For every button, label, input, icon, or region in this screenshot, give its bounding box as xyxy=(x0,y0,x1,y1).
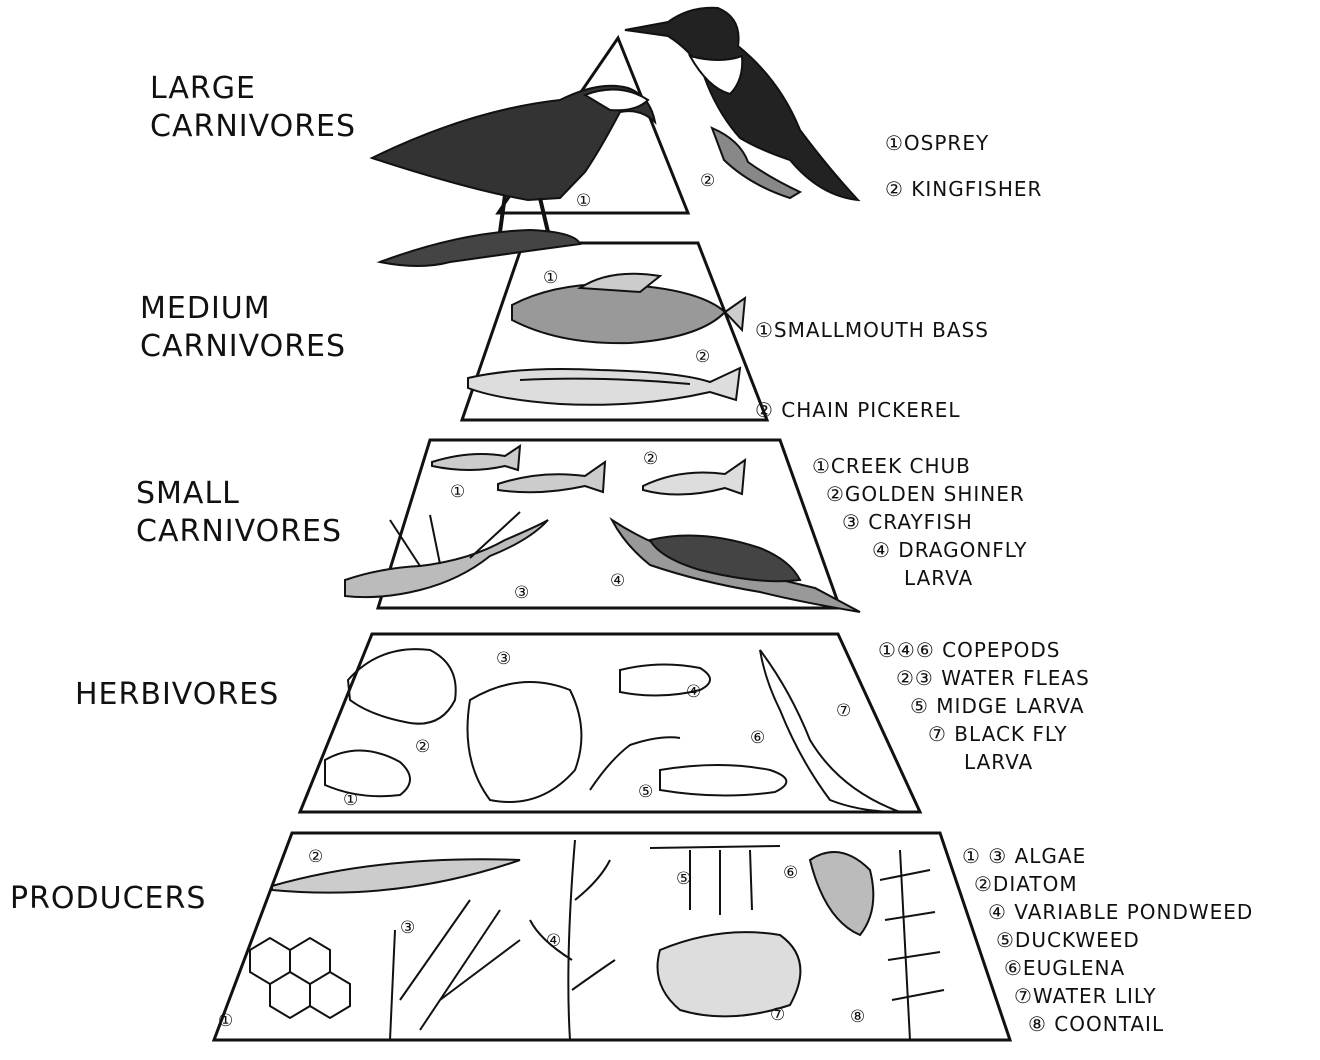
marker-prod-8: ⑧ xyxy=(850,1007,866,1027)
copepod-illustration-3 xyxy=(660,765,786,796)
coontail-illustration xyxy=(880,850,944,1040)
marker-large-2: ② xyxy=(700,171,716,191)
midge-larva-illustration xyxy=(590,737,680,790)
pondweed-illustration xyxy=(530,840,615,1040)
marker-herb-5: ⑤ xyxy=(638,782,654,802)
kingfisher-illustration xyxy=(625,8,858,200)
marker-prod-2: ② xyxy=(308,847,324,867)
key-item-water-fleas: ②③ WATER FLEAS xyxy=(896,666,1090,690)
key-item-midge-larva: ⑤ MIDGE LARVA xyxy=(910,694,1085,718)
level-label-small-carnivores: SMALL CARNIVORES xyxy=(136,476,343,549)
marker-small-3: ③ xyxy=(514,583,530,603)
key-item-coontail: ⑧ COONTAIL xyxy=(1028,1012,1165,1036)
marker-small-2: ② xyxy=(643,449,659,469)
water-lily-illustration xyxy=(658,932,801,1016)
key-item-dragonfly: ④ DRAGONFLY xyxy=(872,538,1028,562)
water-flea-illustration-1 xyxy=(348,649,456,724)
key-item-kingfisher: ② KINGFISHER xyxy=(885,177,1043,201)
marker-small-4: ④ xyxy=(610,571,626,591)
key-item-copepods: ①④⑥ COPEPODS xyxy=(878,638,1061,662)
marker-prod-5: ⑤ xyxy=(676,869,692,889)
marker-medium-1: ① xyxy=(543,268,559,288)
key-item-osprey: ①OSPREY xyxy=(885,131,990,155)
marker-small-1: ① xyxy=(450,482,466,502)
level-label-herbivores: HERBIVORES xyxy=(75,677,280,712)
duckweed-illustration xyxy=(650,846,780,915)
marker-herb-2: ② xyxy=(415,737,431,757)
marker-prod-3: ③ xyxy=(400,918,416,938)
marker-herb-6: ⑥ xyxy=(750,728,766,748)
marker-herb-1: ① xyxy=(343,790,359,810)
marker-large-1: ① xyxy=(576,191,592,211)
key-item-chain-pickerel: ② CHAIN PICKEREL xyxy=(755,398,961,422)
level-label-producers: PRODUCERS xyxy=(10,881,207,916)
key-item-euglena: ⑥EUGLENA xyxy=(1004,956,1126,980)
tier-producers xyxy=(214,833,1010,1040)
key-item-golden-shiner: ②GOLDEN SHINER xyxy=(826,482,1025,506)
copepod-illustration-1 xyxy=(325,750,410,796)
key-item-algae: ① ③ ALGAE xyxy=(962,844,1087,868)
marker-herb-7: ⑦ xyxy=(836,701,852,721)
key-item-black-fly: ⑦ BLACK FLY xyxy=(928,722,1068,746)
key-item-smallmouth-bass: ①SMALLMOUTH BASS xyxy=(755,318,989,342)
key-item-creek-chub: ①CREEK CHUB xyxy=(812,454,971,478)
golden-shiner-illustration xyxy=(643,460,745,495)
marker-medium-2: ② xyxy=(695,347,711,367)
producers-illustrations xyxy=(250,840,944,1040)
marker-prod-1: ① xyxy=(218,1011,234,1031)
herbivores-illustrations xyxy=(325,649,900,812)
key-small-carnivores xyxy=(812,452,1028,592)
marker-prod-7: ⑦ xyxy=(770,1005,786,1025)
key-producers xyxy=(962,842,1253,1038)
level-label-large-carnivores: LARGE CARNIVORES xyxy=(150,71,357,144)
key-item-diatom: ②DIATOM xyxy=(974,872,1078,896)
key-item-duckweed: ⑤DUCKWEED xyxy=(996,928,1140,952)
key-item-water-lily: ⑦WATER LILY xyxy=(1014,984,1157,1008)
marker-prod-6: ⑥ xyxy=(783,863,799,883)
key-item-dragonfly-larva: LARVA xyxy=(904,566,974,590)
water-flea-illustration-2 xyxy=(468,682,582,802)
tier-herbivores xyxy=(300,634,920,812)
marker-prod-4: ④ xyxy=(546,931,562,951)
key-large-carnivores xyxy=(885,120,1042,212)
osprey-illustration xyxy=(372,86,655,266)
chain-pickerel-illustration xyxy=(468,368,740,405)
level-label-medium-carnivores: MEDIUM CARNIVORES xyxy=(140,291,347,364)
euglena-illustration xyxy=(810,852,873,935)
key-herbivores xyxy=(878,636,1090,776)
algae-net-illustration xyxy=(250,938,350,1018)
marker-herb-4: ④ xyxy=(686,682,702,702)
key-medium-carnivores xyxy=(755,290,989,450)
key-item-crayfish: ③ CRAYFISH xyxy=(842,510,973,534)
marker-herb-3: ③ xyxy=(496,649,512,669)
key-item-black-fly-larva: LARVA xyxy=(964,750,1034,774)
key-item-variable-pondweed: ④ VARIABLE PONDWEED xyxy=(988,900,1254,924)
